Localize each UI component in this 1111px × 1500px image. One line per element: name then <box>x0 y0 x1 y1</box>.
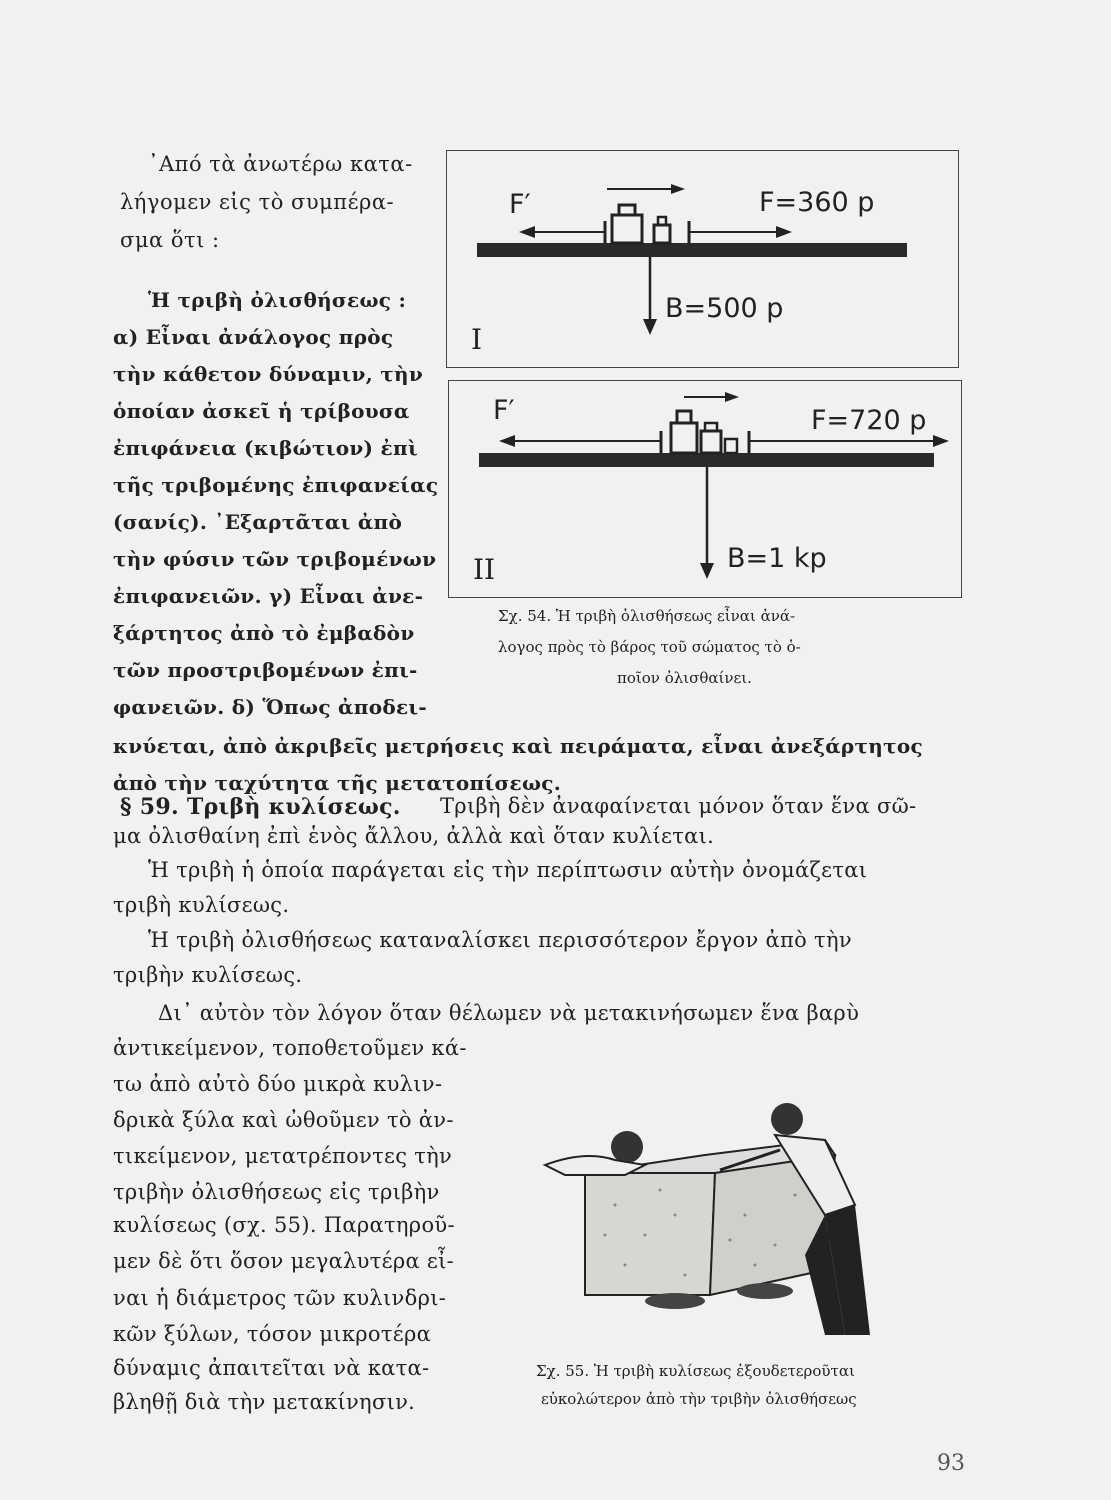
body-line: δύναμις ἀπαιτεῖται νὰ κατα- <box>113 1356 430 1380</box>
body-line: μεν δὲ ὅτι ὅσον μεγαλυτέρα εἶ- <box>113 1249 455 1273</box>
intro-line: σμα ὅτι : <box>120 228 220 252</box>
body-line: μα ὀλισθαίνη ἐπὶ ἑνὸς ἄλλου, ἀλλὰ καὶ ὅταν κυλίεται. <box>113 824 715 848</box>
conclusion-line: ξάρτητος ἀπὸ τὸ ἐμβαδὸν <box>113 621 415 645</box>
body-line: δρικὰ ξύλα καὶ ὠθοῦμεν τὸ ἀν- <box>113 1108 454 1132</box>
f-prime-label: F′ <box>509 189 531 220</box>
body-line: ναι ἡ διάμετρος τῶν κυλινδρι- <box>113 1286 447 1310</box>
figure-54-panel-2 <box>448 380 962 598</box>
body-line: κυλίσεως (σχ. 55). Παρατηροῦ- <box>113 1213 455 1237</box>
page-number: 93 <box>937 1451 965 1476</box>
panel-number: II <box>473 553 496 586</box>
figure-caption: Σχ. 54. Ἡ τριβὴ ὀλισθήσεως εἶναι ἀνά- <box>498 607 796 625</box>
conclusion-line: Ἡ τριβὴ ὀλισθήσεως : <box>148 288 407 312</box>
conclusion-line: τὴν φύσιν τῶν τριβομένων <box>113 547 437 571</box>
intro-line: λήγομεν εἰς τὸ συμπέρα- <box>120 190 395 214</box>
body-line: τικείμενον, μετατρέποντες τὴν <box>113 1144 453 1168</box>
body-line: τω ἀπὸ αὐτὸ δύο μικρὰ κυλιν- <box>113 1072 443 1096</box>
body-line: τριβὴν κυλίσεως. <box>113 963 303 987</box>
section-heading: § 59. Τριβὴ κυλίσεως. <box>120 794 401 820</box>
conclusion-line: φανειῶν. δ) Ὅπως ἀποδει- <box>113 695 428 719</box>
force-label: F=360 p <box>759 187 875 218</box>
intro-line: ᾿Από τὰ ἀνωτέρω κατα- <box>148 152 413 176</box>
body-line: Τριβὴ δὲν ἀναφαίνεται μόνον ὅταν ἕνα σῶ- <box>440 794 917 818</box>
body-line: Ἡ τριβὴ ἡ ὁποία παράγεται εἰς τὴν περίπτωσιν αὐτὴν ὀνομάζεται <box>148 858 868 882</box>
figure-54-panel-1 <box>446 150 959 368</box>
force-label: F=720 p <box>811 405 927 436</box>
weight-label: B=500 p <box>665 293 784 324</box>
conclusion-line: τῶν προστριβομένων ἐπι- <box>113 658 418 682</box>
conclusion-line: ἐπιφάνεια (κιβώτιον) ἐπὶ <box>113 436 418 460</box>
conclusion-line: α) Εἶναι ἀνάλογος πρὸς <box>113 325 394 349</box>
conclusion-line: κνύεται, ἀπὸ ἀκριβεῖς μετρήσεις καὶ πειράματα, εἶναι ἀνεξάρτητος <box>113 734 923 758</box>
body-line: κῶν ξύλων, τόσον μικροτέρα <box>113 1322 432 1346</box>
panel-number: I <box>471 323 483 356</box>
friction-diagram-1 <box>447 151 960 369</box>
figure-caption: Σχ. 55. Ἡ τριβὴ κυλίσεως ἐξουδετεροῦται <box>536 1362 855 1380</box>
body-line: Δι᾿ αὐτὸν τὸν λόγον ὅταν θέλωμεν νὰ μετακινήσωμεν ἕνα βαρὺ <box>158 1001 860 1025</box>
figure-55-illustration <box>525 1095 965 1345</box>
figure-caption: εὐκολώτερον ἀπὸ τὴν τριβὴν ὀλισθήσεως <box>541 1390 857 1408</box>
conclusion-line: ὁποίαν ἀσκεῖ ἡ τρίβουσα <box>113 399 410 423</box>
figure-caption: λογος πρὸς τὸ βάρος τοῦ σώματος τὸ ὁ- <box>498 638 801 656</box>
body-line: τριβὴν ὀλισθήσεως εἰς τριβὴν <box>113 1180 440 1204</box>
weight-label: B=1 kp <box>727 543 827 574</box>
conclusion-line: ἀπὸ τὴν ταχύτητα τῆς μετατοπίσεως. <box>113 771 562 795</box>
conclusion-line: τὴν κάθετον δύναμιν, τὴν <box>113 362 424 386</box>
f-prime-label: F′ <box>493 395 515 426</box>
conclusion-line: ἐπιφανειῶν. γ) Εἶναι ἀνε- <box>113 584 424 608</box>
body-line: τριβὴ κυλίσεως. <box>113 893 290 917</box>
body-line: Ἡ τριβὴ ὀλισθήσεως καταναλίσκει περισσότερον ἔργον ἀπὸ τὴν <box>148 928 852 952</box>
body-line: βληθῇ διὰ τὴν μετακίνησιν. <box>113 1390 416 1414</box>
figure-caption: ποῖον ὀλισθαίνει. <box>617 669 752 687</box>
conclusion-line: τῆς τριβομένης ἐπιφανείας <box>113 473 439 497</box>
conclusion-line: (σανίς). ᾿Εξαρτᾶται ἀπὸ <box>113 510 403 534</box>
body-line: ἀντικείμενον, τοποθετοῦμεν κά- <box>113 1036 467 1060</box>
